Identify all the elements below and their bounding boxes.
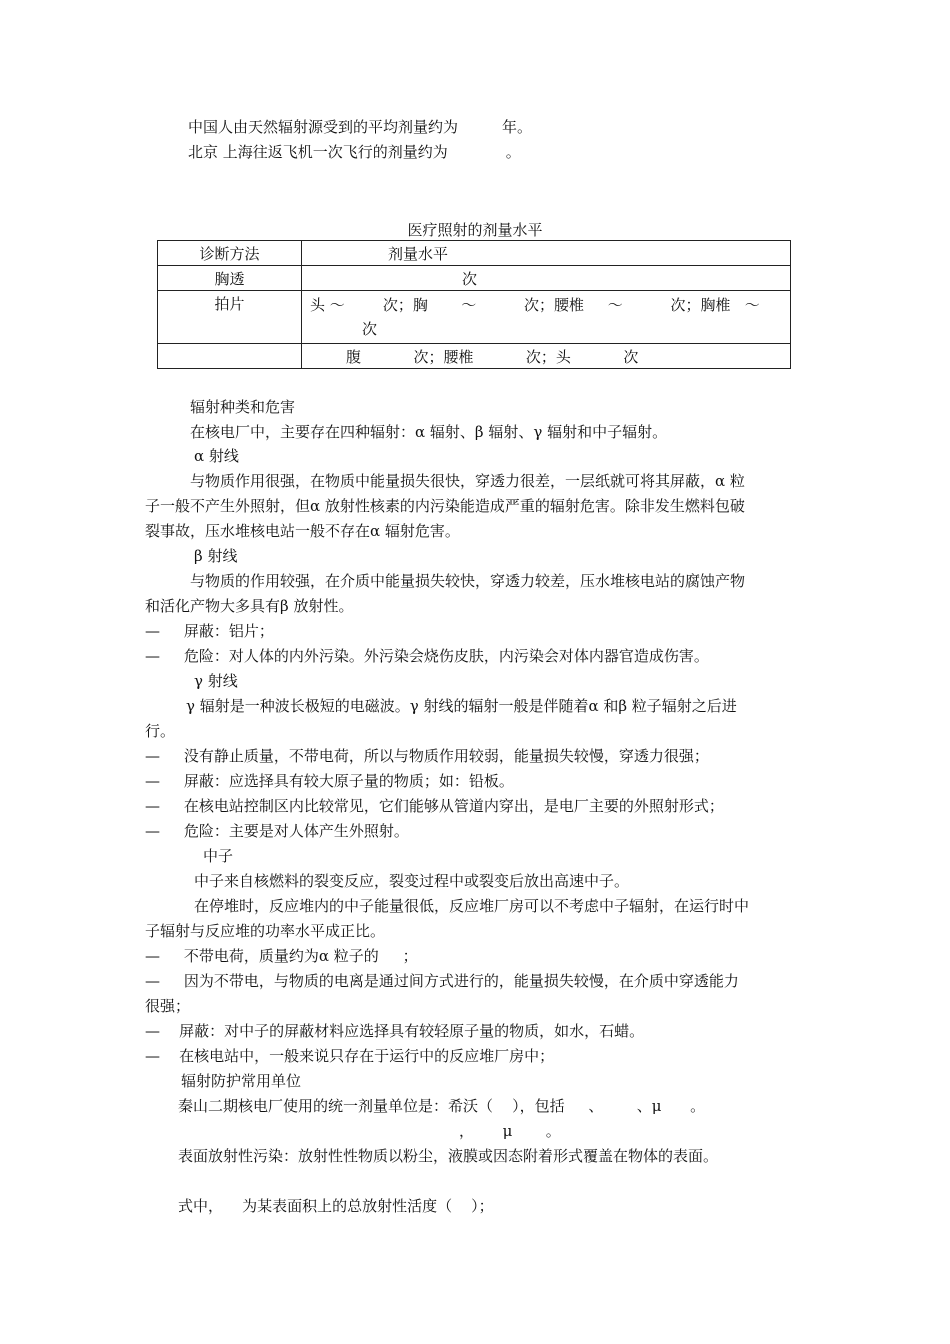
row-level-text: 头 ～ 次；胸 ～ 次；腰椎 ～ 次；胸椎 ～ [310,296,760,314]
paragraph-line: 子一般不产生外照射，但α 放射性核素的内污染能造成严重的辐射危害。除非发生燃料包破 [145,497,745,515]
intro-unit-1: 年。 [502,118,533,136]
sub-heading: γ 射线 [194,672,238,690]
list-item: — 危险：主要是对人体产生外照射。 [145,822,409,840]
row-method: 胸透 [158,266,302,291]
list-item: — 不带电荷，质量约为α 粒子的 ； [145,947,418,965]
paragraph-line: 在核电厂中，主要存在四种辐射：α 辐射、β 辐射、γ 辐射和中子辐射。 [190,423,668,441]
list-item: — 在核电站控制区内比较常见，它们能够从管道内穿出，是电厂主要的外照射形式； [145,797,724,815]
list-item: — 危险：对人体的内外污染。外污染会烧伤皮肤，内污染会对体内器官造成伤害。 [145,647,709,665]
list-item: — 在核电站中，一般来说只存在于运行中的反应堆厂房中； [145,1047,555,1065]
header-method: 诊断方法 [158,241,302,266]
section-heading: 辐射防护常用单位 [181,1072,302,1090]
header-level: 剂量水平 [302,241,791,266]
table-row [158,291,791,344]
row-level: 次 [302,266,791,291]
intro-line-2 [188,142,521,162]
paragraph-line: 在停堆时，反应堆内的中子能量很低，反应堆厂房可以不考虑中子辐射，在运行时中 [194,897,750,915]
list-item: — 屏蔽：对中子的屏蔽材料应选择具有较轻原子量的物质，如水，石蜡。 [145,1022,645,1040]
paragraph-line: 行。 [145,722,176,740]
paragraph-line: 与物质作用很强，在物质中能量损失很快，穿透力很差，一层纸就可将其屏蔽，α 粒 [190,472,745,490]
table-row [158,266,791,291]
paragraph-line: γ 辐射是一种波长极短的电磁波。γ 射线的辐射一般是伴随着α 和β 粒子辐射之后进 [186,697,737,715]
intro-text-2: 北京 上海往返飞机一次飞行的剂量约为 [188,143,448,161]
row-level: 腹 次；腰椎 次；头 次 [302,344,791,369]
sub-heading: α 射线 [194,447,239,465]
intro-text-1: 中国人由天然辐射源受到的平均剂量约为 [188,118,459,136]
paragraph-line: 表面放射性污染：放射性性物质以粉尘，液膜或因态附着形式覆盖在物体的表面。 [178,1147,719,1165]
paragraph-line: 和活化产物大多具有β 放射性。 [145,597,354,615]
row-level-text-2: 次 [362,320,378,338]
intro-line-1 [188,117,532,137]
paragraph-line: 式中， 为某表面积上的总放射性活度（ ）； [178,1197,494,1215]
table-row [158,344,791,369]
table-caption: 医疗照射的剂量水平 [407,221,543,239]
paragraph-line: 裂事故，压水堆核电站一般不存在α 辐射危害。 [145,522,460,540]
paragraph-line: 与物质的作用较强，在介质中能量损失较快，穿透力较差，压水堆核电站的腐蚀产物 [190,572,746,590]
row-method: 拍片 [158,291,302,344]
sub-heading: β 射线 [194,547,238,565]
intro-unit-2: 。 [505,143,521,161]
list-item: — 因为不带电，与物质的电离是通过间方式进行的，能量损失较慢，在介质中穿透能力 [145,972,739,990]
row-level [302,291,791,344]
paragraph-line: 秦山二期核电厂使用的统一剂量单位是：希沃（ ），包括 、 、μ 。 [178,1097,706,1115]
row-method [158,344,302,369]
section-heading: 辐射种类和危害 [190,398,296,416]
paragraph-line: 中子来自核燃料的裂变反应，裂变过程中或裂变后放出高速中子。 [194,872,630,890]
list-item: — 屏蔽：应选择具有较大原子量的物质；如：铅板。 [145,772,514,790]
sub-heading: 中子 [203,847,234,865]
paragraph-line: 子辐射与反应堆的功率水平成正比。 [145,922,386,940]
list-item: — 屏蔽：铝片； [145,622,274,640]
paragraph-line: 很强； [145,997,191,1015]
list-item: — 没有静止质量，不带电荷，所以与物质作用较弱，能量损失较慢，穿透力很强； [145,747,709,765]
table-header-row [158,241,791,266]
paragraph-line: ， μ 。 [459,1122,561,1140]
dose-table [157,240,791,369]
